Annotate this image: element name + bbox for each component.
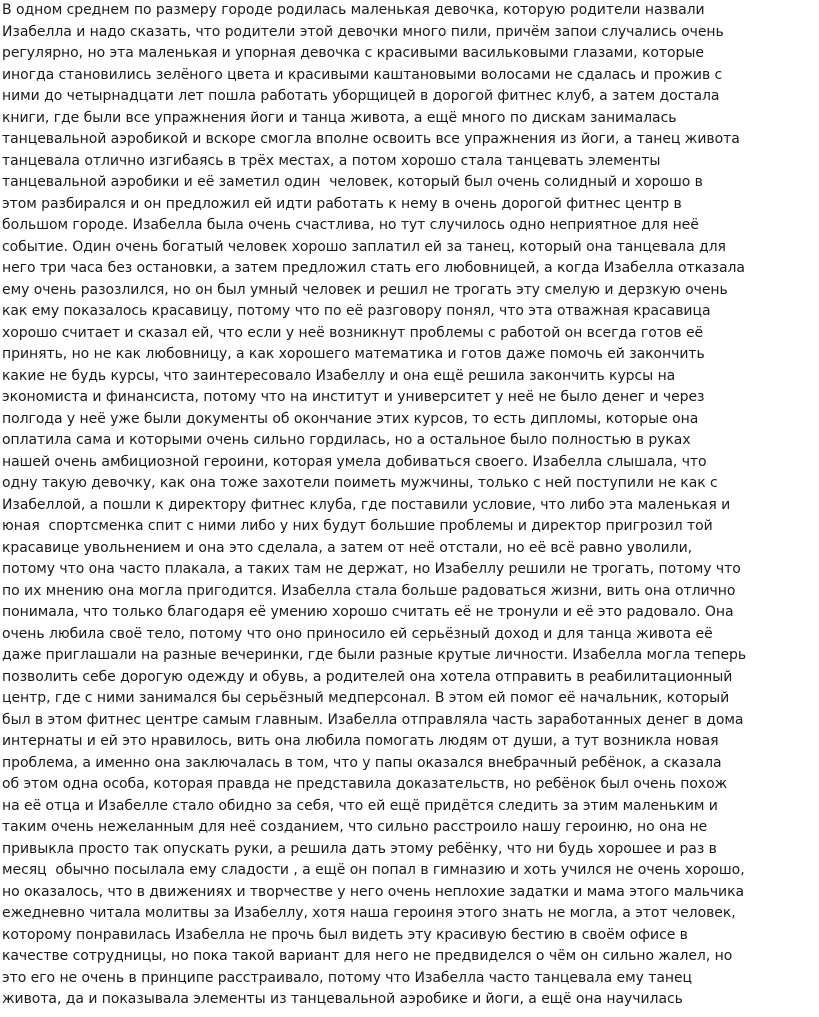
text-line: полгода у неё уже были документы об окончание этих курсов, то есть дипломы, которые она bbox=[2, 410, 699, 427]
text-line: юная спортсменка спит с ними либо у них будут большие проблемы и директор пригрозил той bbox=[2, 518, 713, 534]
text-line: интернаты и ей это нравилось, вить она любила помогать людям от души, а тут возникла новая bbox=[2, 733, 719, 749]
text-line: живота, да и показывала элементы из танцевальной аэробике и йоги, а ещё она научилась bbox=[2, 991, 683, 1007]
text-line: ежедневно читала молитвы за Изабеллу, хотя наша героиня этого знать не могла, а этот человек, bbox=[2, 905, 736, 921]
text-line: регулярно, но эта маленькая и упорная девочка с красивыми васильковыми глазами, которые bbox=[2, 45, 704, 61]
text-line: как ему показалось красавицу, потому что по её разговору понял, что эта отважная красавица bbox=[2, 303, 711, 319]
text-line: хорошо считает и сказал ей, что если у неё возникнут проблемы с работой он всегда готов её bbox=[2, 324, 704, 341]
text-line: был в этом фитнес центре самым главным. Изабелла отправляла часть заработанных денег в дома bbox=[2, 711, 744, 728]
text-line: Изабеллой, а пошли к директору фитнес клуба, где поставили условие, что либо эта маленькая и bbox=[2, 496, 731, 513]
text-line: качестве сотрудницы, но пока такой вариант для него не предвиделся о чём он сильно жалел, но bbox=[2, 948, 733, 964]
text-line: привыкла просто так опускать руки, а решила дать этому ребёнку, что ни будь хорошее и раз в bbox=[2, 840, 717, 857]
text-line: книги, где были все упражнения йоги и танца живота, а ещё много по дискам занималась bbox=[2, 109, 677, 126]
text-line: ему очень разозлился, но он был умный человек и решил не трогать эту смелую и дерзкую очень bbox=[2, 281, 728, 298]
text-line: понимала, что только благодаря её умению хорошо считать её не тронули и её это радовало. Она bbox=[2, 604, 734, 620]
text-line: экономиста и финансиста, потому что на институт и университет у неё не было денег и через bbox=[2, 389, 705, 405]
text-line: иногда становились зелёного цвета и красивыми каштановыми волосами не сдалась и прожив с bbox=[2, 66, 723, 83]
text-line: красавице увольнением и она это сделала, а затем от неё отстали, но её всё равно уволили, bbox=[2, 539, 693, 556]
text-line: этом разбирался и он предложил ей идти работать к нему в очень дорогой фитнес центр в bbox=[2, 195, 682, 212]
text-line: даже приглашали на разные вечеринки, где были разные крутые личности. Изабелла могла теперь bbox=[2, 647, 747, 663]
text-line: большом городе. Изабелла была очень счастлива, но тут случилось одно неприятное для неё bbox=[2, 217, 699, 233]
text-line: него три часа без остановки, а затем предложил стать его любовницей, а когда Изабелла отказала bbox=[2, 260, 745, 276]
text-line: ними до четырнадцати лет пошла работать уборщицей в дорогой фитнес клуб, а затем достала bbox=[2, 88, 720, 104]
text-line: об этом одна особа, которая правда не представила доказательств, но ребёнок был очень похож bbox=[2, 776, 728, 792]
text-line: какие не будь курсы, что заинтересовало Изабеллу и она ещё решила закончить курсы на bbox=[2, 367, 676, 384]
text-line: танцевала отлично изгибаясь в трёх местах, а потом хорошо стала танцевать элементы bbox=[2, 152, 661, 169]
text-line: принять, но не как любовницу, а как хорошего математика и готов даже помочь ей закончить bbox=[2, 346, 705, 362]
text-line: проблема, а именно она заключалась в том, что у папы оказался внебрачный ребёнок, а сказала bbox=[2, 754, 722, 771]
text-line: которому понравилась Изабелла не прочь был видеть эту красивую бестию в своём офисе в bbox=[2, 926, 688, 943]
text-line: позволить себе дорогую одежду и обувь, а родителей она хотела отправить в реабилитационный bbox=[2, 668, 733, 685]
text-line: одну такую девочку, как она тоже захотели поиметь мужчины, только с ней поступили не как с bbox=[2, 475, 718, 491]
text-line: но оказалось, что в движениях и творчестве у него очень неплохие задатки и мама этого мальчика bbox=[2, 883, 745, 900]
text-line: центр, где с ними занимался бы серьёзный медперсонал. В этом ей помог её начальник, который bbox=[2, 690, 730, 706]
text-line: танцевальной аэробикой и вскоре смогла вполне освоить все упражнения из йоги, а танец живота bbox=[2, 131, 740, 147]
text-line: событие. Один очень богатый человек хорошо заплатил ей за танец, который она танцевала для bbox=[2, 238, 726, 255]
text-line: по их мнению она могла пригодится. Изабелла стала больше радоваться жизни, вить она отлично bbox=[2, 582, 736, 599]
text-line: нашей очень амбициозной героини, которая умела добиваться своего. Изабелла слышала, что bbox=[2, 453, 707, 470]
text-line: потому что она часто плакала, а таких там не держат, но Изабеллу решили не трогать, потому что bbox=[2, 561, 741, 577]
text-line: танцевальной аэробики и её заметил один человек, который был очень солидный и хорошо в bbox=[2, 174, 703, 190]
text-line: на её отца и Изабелле стало обидно за себя, что ей ещё придётся следить за этим маленьким и bbox=[2, 797, 718, 814]
text-line: месяц обычно посылала ему сладости , а ещё он попал в гимназию и хоть учился не очень хорошо, bbox=[2, 862, 745, 878]
text-line: Изабелла и надо сказать, что родители этой девочки много пили, причём запои случались очень bbox=[2, 23, 724, 40]
text-line: В одном среднем по размеру городе родилась маленькая девочка, которую родители назвали bbox=[2, 2, 705, 18]
text-line: очень любила своё тело, потому что оно приносило ей серьёзный доход и для танца живота её bbox=[2, 625, 713, 642]
text-line: это его не очень в принципе расстраивало, потому что Изабелла часто танцевала ему танец bbox=[2, 969, 693, 986]
text-line: таким очень нежеланным для неё созданием, что сильно расстроило нашу героиню, но она не bbox=[2, 819, 708, 835]
text-line: оплатила сама и которыми очень сильно гордилась, но а остальное было полностью в руках bbox=[2, 432, 691, 448]
